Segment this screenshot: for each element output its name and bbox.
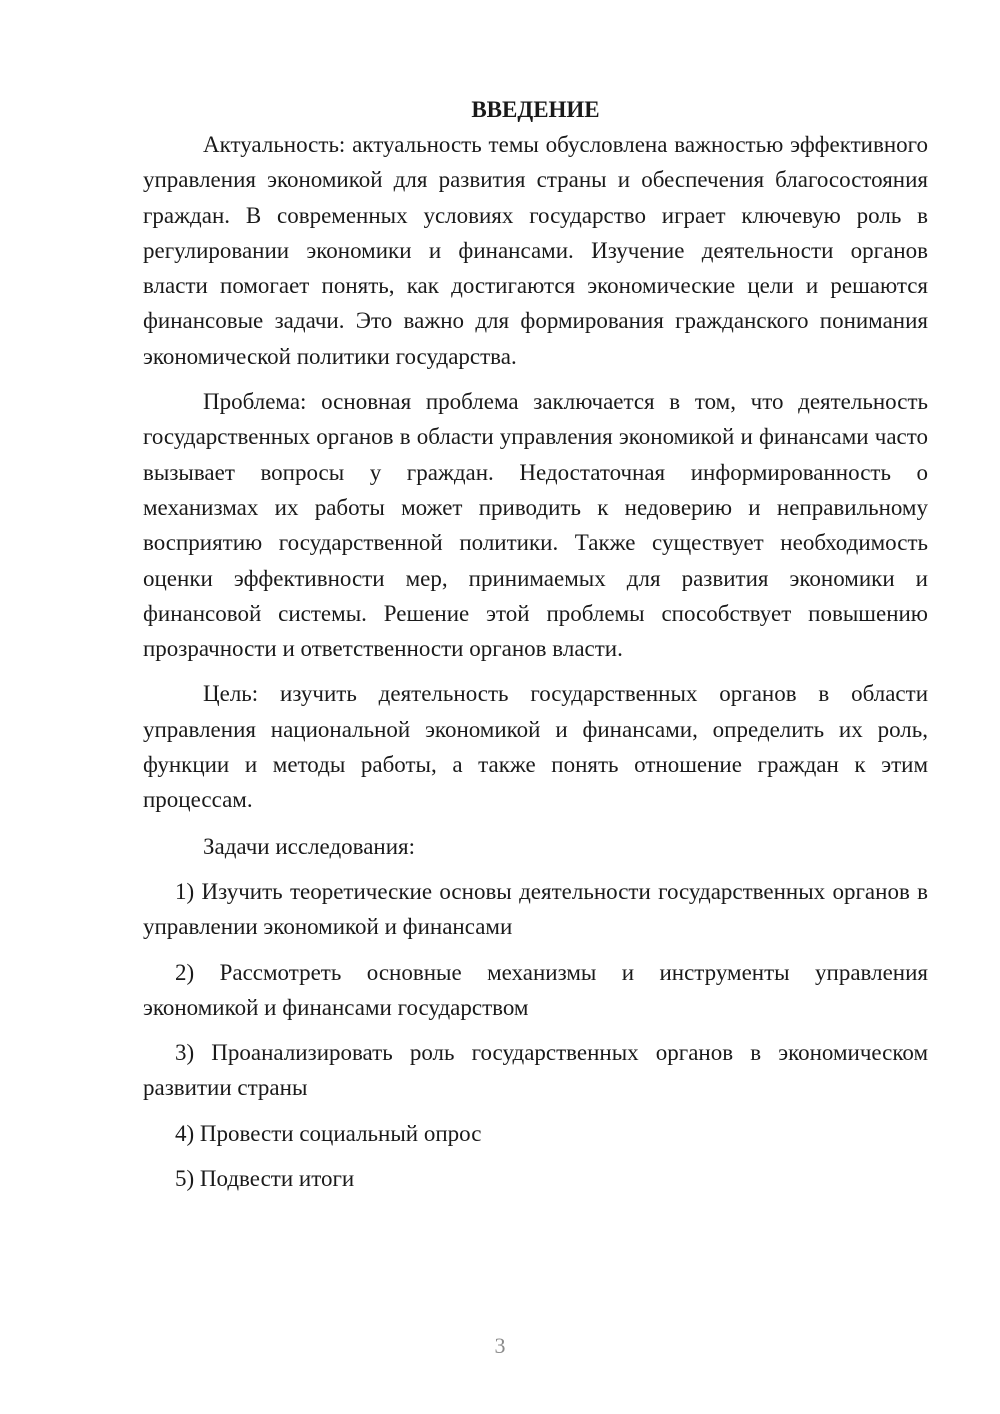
section-title: ВВЕДЕНИЕ — [471, 97, 600, 122]
task-item: 5) Подвести итоги — [175, 1166, 355, 1192]
page-number: 3 — [494, 1333, 506, 1358]
tasks-heading: Задачи исследования: — [203, 833, 416, 859]
task-item: 1) Изучить теоретические основы деятельности государственных органов в управлении экономикой и финансами — [143, 878, 928, 940]
task-item: 3) Проанализировать роль государственных органов в экономическом развитии страны — [143, 1040, 928, 1101]
task-item: 4) Провести социальный опрос — [175, 1120, 482, 1146]
paragraph-problem: Проблема: основная проблема заключается в том, что деятельность государственных органов в области управления экономикой и финансами часто вызывает вопросы у граждан. Недостаточная информированность о механизмах их работы может приводить к недоверию и неправильному восприятию государственной политики. Также существует необходимость оценки эффективности мер, принимаемых для развития экономики и финансовой системы. Решение этой проблемы способствует повышению прозрачности и ответственности органов власти. — [143, 389, 928, 662]
paragraph-goal: Цель: изучить деятельность государственных органов в области управления национальной экономикой и финансами, определить их роль, функции и методы работы, а также понять отношение граждан к этим процессам. — [143, 681, 928, 813]
task-item: 2) Рассмотреть основные механизмы и инструменты управления экономикой и финансами государством — [143, 959, 928, 1020]
paragraph-relevance: Актуальность: актуальность темы обусловлена важностью эффективного управления экономикой для развития страны и обеспечения благосостояния граждан. В современных условиях государство играет ключевую роль в регулировании экономики и финансами. Изучение деятельности органов власти помогает понять, как достигаются экономические цели и решаются финансовые задачи. Это важно для формирования гражданского понимания экономической политики государства. — [143, 132, 928, 369]
page-body — [143, 92, 928, 1196]
